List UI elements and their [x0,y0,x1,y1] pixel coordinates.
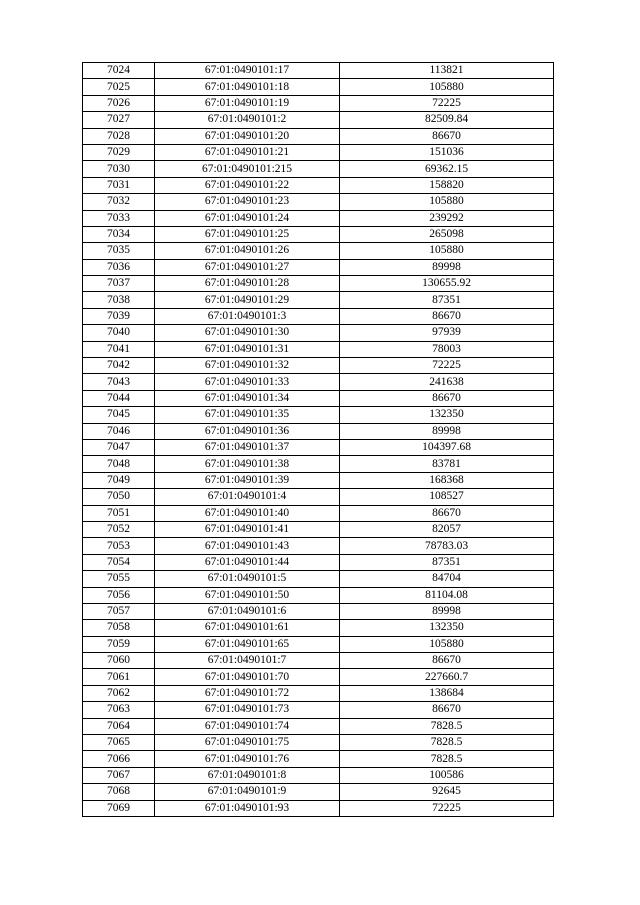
cadastral-number-cell: 67:01:0490101:37 [155,439,340,455]
cadastral-number-cell: 67:01:0490101:31 [155,341,340,357]
table-row [83,63,554,79]
cadastral-number-cell: 67:01:0490101:29 [155,292,340,308]
cadastral-value-cell: 89998 [340,259,554,275]
row-number-cell: 7024 [83,63,155,79]
cadastral-number-cell: 67:01:0490101:27 [155,259,340,275]
cadastral-value-cell: 105880 [340,636,554,652]
table-row [83,767,554,783]
row-number-cell: 7069 [83,800,155,816]
cadastral-number-cell: 67:01:0490101:35 [155,407,340,423]
table-row [83,161,554,177]
cadastral-value-cell: 87351 [340,292,554,308]
cadastral-number-cell: 67:01:0490101:22 [155,177,340,193]
cadastral-value-cell: 69362.15 [340,161,554,177]
cadastral-value-cell: 97939 [340,325,554,341]
table-row [83,653,554,669]
row-number-cell: 7038 [83,292,155,308]
row-number-cell: 7033 [83,210,155,226]
cadastral-number-cell: 67:01:0490101:74 [155,718,340,734]
cadastral-value-cell: 72225 [340,800,554,816]
row-number-cell: 7055 [83,571,155,587]
table-row [83,243,554,259]
cadastral-number-cell: 67:01:0490101:4 [155,489,340,505]
row-number-cell: 7027 [83,112,155,128]
row-number-cell: 7057 [83,603,155,619]
row-number-cell: 7054 [83,554,155,570]
cadastral-value-cell: 82509.84 [340,112,554,128]
cadastral-value-cell: 130655.92 [340,276,554,292]
table-row [83,325,554,341]
cadastral-value-cell: 239292 [340,210,554,226]
cadastral-value-cell: 72225 [340,358,554,374]
cadastral-number-cell: 67:01:0490101:19 [155,95,340,111]
cadastral-value-cell: 78783.03 [340,538,554,554]
cadastral-value-cell: 105880 [340,243,554,259]
cadastral-number-cell: 67:01:0490101:75 [155,735,340,751]
table-row [83,423,554,439]
row-number-cell: 7068 [83,784,155,800]
cadastral-number-cell: 67:01:0490101:61 [155,620,340,636]
cadastral-number-cell: 67:01:0490101:17 [155,63,340,79]
table-row [83,210,554,226]
row-number-cell: 7045 [83,407,155,423]
cadastral-number-cell: 67:01:0490101:25 [155,226,340,242]
row-number-cell: 7063 [83,702,155,718]
cadastral-number-cell: 67:01:0490101:18 [155,79,340,95]
cadastral-number-cell: 67:01:0490101:44 [155,554,340,570]
row-number-cell: 7041 [83,341,155,357]
cadastral-value-cell: 82057 [340,521,554,537]
table-row [83,554,554,570]
cadastral-number-cell: 67:01:0490101:34 [155,390,340,406]
cadastral-value-cell: 78003 [340,341,554,357]
cadastral-number-cell: 67:01:0490101:20 [155,128,340,144]
row-number-cell: 7030 [83,161,155,177]
cadastral-number-cell: 67:01:0490101:26 [155,243,340,259]
row-number-cell: 7056 [83,587,155,603]
cadastral-value-cell: 7828.5 [340,735,554,751]
row-number-cell: 7058 [83,620,155,636]
row-number-cell: 7043 [83,374,155,390]
row-number-cell: 7051 [83,505,155,521]
cadastral-value-cell: 265098 [340,226,554,242]
cadastral-value-cell: 86670 [340,128,554,144]
row-number-cell: 7034 [83,226,155,242]
cadastral-value-table [82,62,554,817]
row-number-cell: 7047 [83,439,155,455]
cadastral-value-cell: 86670 [340,702,554,718]
cadastral-number-cell: 67:01:0490101:72 [155,685,340,701]
table-row [83,718,554,734]
cadastral-value-cell: 7828.5 [340,751,554,767]
row-number-cell: 7044 [83,390,155,406]
row-number-cell: 7025 [83,79,155,95]
row-number-cell: 7059 [83,636,155,652]
table-row [83,128,554,144]
cadastral-number-cell: 67:01:0490101:30 [155,325,340,341]
cadastral-number-cell: 67:01:0490101:43 [155,538,340,554]
table-row [83,390,554,406]
table-row [83,571,554,587]
cadastral-number-cell: 67:01:0490101:3 [155,308,340,324]
row-number-cell: 7053 [83,538,155,554]
cadastral-value-cell: 83781 [340,456,554,472]
cadastral-value-cell: 138684 [340,685,554,701]
row-number-cell: 7061 [83,669,155,685]
cadastral-number-cell: 67:01:0490101:65 [155,636,340,652]
row-number-cell: 7048 [83,456,155,472]
table-row [83,358,554,374]
cadastral-number-cell: 67:01:0490101:23 [155,194,340,210]
row-number-cell: 7042 [83,358,155,374]
cadastral-number-cell: 67:01:0490101:28 [155,276,340,292]
row-number-cell: 7062 [83,685,155,701]
table-row [83,194,554,210]
table-row [83,374,554,390]
cadastral-value-cell: 86670 [340,653,554,669]
cadastral-number-cell: 67:01:0490101:41 [155,521,340,537]
table-row [83,603,554,619]
row-number-cell: 7028 [83,128,155,144]
row-number-cell: 7065 [83,735,155,751]
row-number-cell: 7032 [83,194,155,210]
cadastral-number-cell: 67:01:0490101:6 [155,603,340,619]
row-number-cell: 7031 [83,177,155,193]
cadastral-value-cell: 86670 [340,308,554,324]
table-row [83,800,554,816]
table-row [83,751,554,767]
table-row [83,439,554,455]
table-row [83,784,554,800]
table-row [83,341,554,357]
cadastral-value-cell: 100586 [340,767,554,783]
row-number-cell: 7026 [83,95,155,111]
table-row [83,456,554,472]
cadastral-value-cell: 104397.68 [340,439,554,455]
cadastral-value-cell: 89998 [340,603,554,619]
table-row [83,144,554,160]
table-row [83,79,554,95]
table-row [83,308,554,324]
table-row [83,735,554,751]
cadastral-number-cell: 67:01:0490101:73 [155,702,340,718]
cadastral-number-cell: 67:01:0490101:5 [155,571,340,587]
row-number-cell: 7067 [83,767,155,783]
row-number-cell: 7060 [83,653,155,669]
row-number-cell: 7066 [83,751,155,767]
row-number-cell: 7037 [83,276,155,292]
row-number-cell: 7050 [83,489,155,505]
cadastral-number-cell: 67:01:0490101:32 [155,358,340,374]
cadastral-value-cell: 227660.7 [340,669,554,685]
table-row [83,669,554,685]
table-row [83,521,554,537]
table-body [83,63,554,817]
table-row [83,259,554,275]
cadastral-value-cell: 158820 [340,177,554,193]
table-row [83,636,554,652]
cadastral-number-cell: 67:01:0490101:76 [155,751,340,767]
table-row [83,505,554,521]
table-row [83,702,554,718]
cadastral-value-cell: 168368 [340,472,554,488]
table-row [83,587,554,603]
cadastral-value-cell: 87351 [340,554,554,570]
row-number-cell: 7052 [83,521,155,537]
cadastral-value-cell: 105880 [340,194,554,210]
cadastral-value-cell: 89998 [340,423,554,439]
row-number-cell: 7049 [83,472,155,488]
row-number-cell: 7036 [83,259,155,275]
cadastral-number-cell: 67:01:0490101:93 [155,800,340,816]
cadastral-value-cell: 132350 [340,407,554,423]
table-row [83,292,554,308]
table-row [83,112,554,128]
cadastral-value-cell: 151036 [340,144,554,160]
cadastral-value-cell: 86670 [340,505,554,521]
cadastral-number-cell: 67:01:0490101:70 [155,669,340,685]
table-row [83,407,554,423]
cadastral-value-cell: 84704 [340,571,554,587]
row-number-cell: 7035 [83,243,155,259]
table-row [83,472,554,488]
row-number-cell: 7064 [83,718,155,734]
cadastral-value-cell: 7828.5 [340,718,554,734]
table-row [83,276,554,292]
cadastral-value-cell: 108527 [340,489,554,505]
row-number-cell: 7040 [83,325,155,341]
cadastral-number-cell: 67:01:0490101:2 [155,112,340,128]
row-number-cell: 7046 [83,423,155,439]
cadastral-number-cell: 67:01:0490101:39 [155,472,340,488]
row-number-cell: 7039 [83,308,155,324]
cadastral-number-cell: 67:01:0490101:33 [155,374,340,390]
cadastral-value-cell: 132350 [340,620,554,636]
cadastral-number-cell: 67:01:0490101:21 [155,144,340,160]
table-row [83,226,554,242]
cadastral-number-cell: 67:01:0490101:24 [155,210,340,226]
cadastral-number-cell: 67:01:0490101:40 [155,505,340,521]
row-number-cell: 7029 [83,144,155,160]
cadastral-number-cell: 67:01:0490101:215 [155,161,340,177]
cadastral-number-cell: 67:01:0490101:9 [155,784,340,800]
cadastral-number-cell: 67:01:0490101:36 [155,423,340,439]
table-row [83,177,554,193]
cadastral-value-cell: 81104.08 [340,587,554,603]
cadastral-value-cell: 105880 [340,79,554,95]
cadastral-number-cell: 67:01:0490101:7 [155,653,340,669]
cadastral-value-cell: 113821 [340,63,554,79]
table-row [83,489,554,505]
cadastral-value-cell: 92645 [340,784,554,800]
table-row [83,538,554,554]
cadastral-number-cell: 67:01:0490101:8 [155,767,340,783]
cadastral-value-cell: 241638 [340,374,554,390]
table-row [83,95,554,111]
cadastral-number-cell: 67:01:0490101:50 [155,587,340,603]
cadastral-value-cell: 86670 [340,390,554,406]
cadastral-number-cell: 67:01:0490101:38 [155,456,340,472]
cadastral-value-cell: 72225 [340,95,554,111]
table-row [83,620,554,636]
table-row [83,685,554,701]
